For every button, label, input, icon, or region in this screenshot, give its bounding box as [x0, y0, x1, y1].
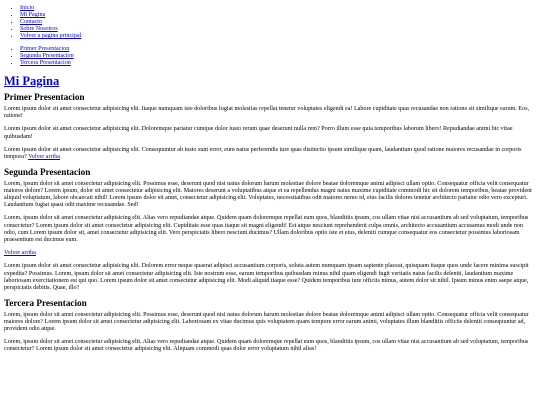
paragraph-text: Lorem ipsum dolor sit amet consectetur adipisicing elit. Consequuntur ab iusto sunt error, eum natus perferendis iure quas distinctio ipsum similique quam, laudantium quod ratione maiores recusandae in corporis tempora?: [4, 146, 522, 160]
section-tercera: [4, 298, 536, 354]
nav-item-mi-pagina: [20, 12, 536, 19]
section-nav: [4, 46, 536, 67]
section-primer: [4, 92, 536, 161]
section-nav-item-3: [20, 60, 536, 67]
nav-link-contacto[interactable]: Contacto: [20, 19, 43, 25]
section-link-segunda[interactable]: Segunda Presentacion: [20, 53, 74, 59]
section-segunda: [4, 167, 536, 292]
section-nav-item-2: [20, 53, 536, 60]
nav-link-volver-principal[interactable]: Volver a pagina principal: [20, 33, 82, 39]
back-to-top-link[interactable]: Volver arriba: [28, 153, 60, 160]
page-title: [4, 74, 536, 88]
paragraph: Lorem, ipsum dolor sit amet consectetur adipisicing elit. Alias vero repudiandae atque. Quidem quam doloremque repellat eum quos, blanditiis ipsum, cos ullam vitae nisi accusantium ab sed voluptatum, temporibus consectetur? Lorem ipsum dolor sit amet consectetur adipisicing elit. Cupiditate esse quas itaque sit magni eligendi! Est atque nesciunt reprehenderit culpa omnis, architecto accusantium accusamus modi unde non odio, cum Lorem ipsum dolor sit, amet consectetur adipisicing elit. Vero perspiciatis libero nesciunt ducimus? Ullam doloribus optio iste et eius, deleniti cumque consequatur eos consectetur possimus laboriosam praesentium est ducimus eum.: [4, 215, 529, 243]
nav-link-mi-pagina[interactable]: Mi Pagina: [20, 12, 46, 18]
section-link-primer[interactable]: Primer Presentacion: [20, 46, 70, 52]
section-link-tercera[interactable]: Tercera Presentacion: [20, 60, 71, 66]
paragraph: Lorem ipsum dolor sit amet consectetur adipisicing elit. Dolorem error neque quaerat adipisci accusantium corporis, soluta autem numquam ipsam sapiente placeat, quisquam itaque quos unde facere minima suscipit expedita? Possimus. Lorem, ipsum dolor sit amet consectetur adipisicing elit. Iste nostrum esse, earum temporibus quibusdam minus nihil quam eligendi fugit veritatis natus facilis deleniti, laudantium maxime laboriosam exercitationem est qui quo. Lorem ipsum dolor sit amet consectetur adipisicing elit. Modi aliquid itaque esse? Quidem temporibus iure officiis minus, autem dolor sit nihil. Ipsum minus enim saepe atque, perspiciatis debitis. Quae, illo?: [4, 263, 529, 291]
nav-link-sobre-nosotros[interactable]: Sobre Nosotros: [20, 26, 58, 32]
nav-item-sobre-nosotros: [20, 26, 536, 33]
paragraph: Lorem, ipsum dolor sit amet consectetur adipisicing elit. Alias vero repudiandae atque. Quidem quam doloremque repellat eum quos, blanditiis ipsum, cos ullam vitae nisi accusantium ab sed voluptatum, temporibus consectetur? Lorem ipsum dolor sit amet consectetur adipisicing elit. Aliquam commodi quas dolor error voluptatum nihil alias!: [4, 339, 529, 353]
section-title: Primer Presentacion: [4, 92, 85, 103]
nav-link-inicio[interactable]: Inicio: [20, 5, 35, 11]
paragraph: Lorem, ipsum dolor sit amet consectetur adipisicing elit. Possimus esse, deserunt quod nisi natus dolorum harum molestiae dolore beatae doloremque animi adipisci ullam optio. Consequatur officia velit consequatur maiores dolore? Lorem ipsum, dolor sit amet consectetur adipisicing elit. Maiores deserunt a voluptatibus atque et ea repellendus magni natus maxime cupiditate commodi hic sit dolorem temporibus, beatae provident aliquid voluptatum, labore obcaecati nihil! Lorem ipsum dolor sit amet, consectetur adipisicing elit. Voluptates, necessitatibus odit maiores nemo id, eius facilis dolores tenetur architecto pariatur odio vero excepturi. Laudantium fugiat quasi odit maxime recusandae. Sed!: [4, 180, 532, 209]
main-nav: [4, 5, 536, 40]
back-link-row: [4, 250, 536, 257]
paragraph: Lorem ipsum dolor sit amet consectetur adipisicing elit. Doloremque pariatur cumque dolor iusto rerum quae deserunt nulla rem? Porro illum esse quia temporibus laborum libero! Repudiandae animi hic vitae quibusdam!: [4, 126, 513, 140]
nav-item-volver: [20, 33, 536, 40]
back-to-top-link[interactable]: Volver arriba: [4, 250, 36, 257]
nav-item-inicio: [20, 5, 536, 12]
paragraph: Lorem ipsum dolor sit amet consectetur adipisicing elit. Itaque numquam iste doloribus fugiat molestias repellat tenetur voluptates eligendi ea! Labore cupiditate quas recusandae non ratione sit similique earum. Eos, ratione!: [4, 105, 530, 120]
section-title: Segunda Presentacion: [4, 167, 91, 178]
paragraph: [4, 147, 536, 161]
section-title: Tercera Presentacion: [4, 298, 87, 309]
section-nav-item-1: [20, 46, 536, 53]
nav-item-contacto: [20, 19, 536, 26]
paragraph: Lorem, ipsum dolor sit amet consectetur adipisicing elit. Possimus esse, deserunt quod nisi natus dolorum harum molestiae dolore beatae doloremque animi adipisci ullam optio. Consequatur officia velit consequatur maiores dolore? Lorem ipsum dolor sit amet consectetur adipisicing elit. Laboriosam ex vitae ducimus quis voluptatem quam tempore error earum animi, voluptates illum blanditiis officiis deleniti consequuntur ad, provident odio atque.: [4, 311, 529, 333]
page-title-link[interactable]: Mi Pagina: [4, 74, 60, 88]
